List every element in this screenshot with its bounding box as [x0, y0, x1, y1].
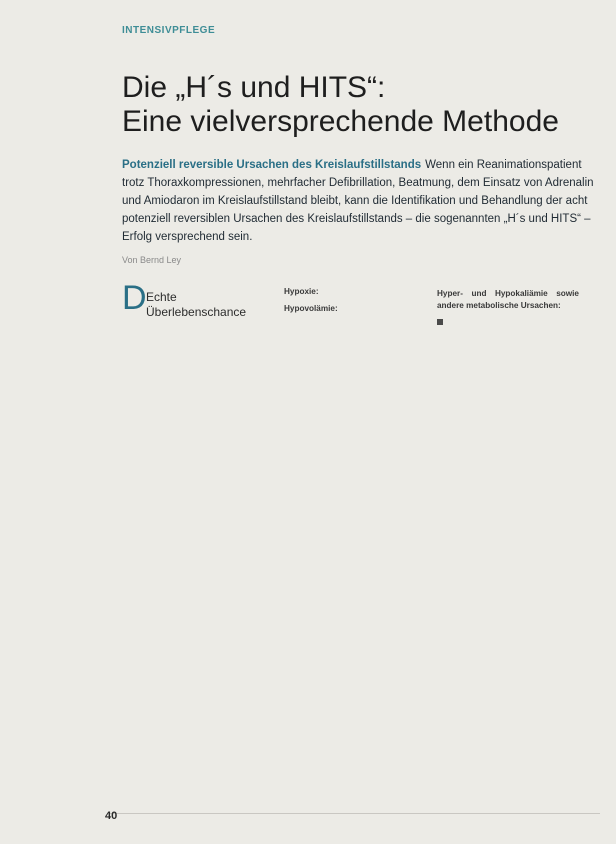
title-line-1: Die „H´s und HITS“:: [122, 71, 386, 104]
title-line-2: Eine vielversprechende Methode: [122, 105, 559, 138]
subheading-echte-ueberlebenschance: Echte Überlebenschance: [146, 290, 247, 319]
col2-paragraph-hypoxie: [284, 285, 426, 299]
section-label: INTENSIVPFLEGE: [122, 25, 216, 36]
byline: Von Bernd Ley: [122, 255, 182, 265]
col2-paragraph-hypovolaemie: [284, 302, 426, 316]
lead-text: Wenn ein Reanimationspatient trotz Thoraxkompressionen, mehrfacher Defibrillation, Beatmung, dem Einsatz von Adrenalin und Amiodaron im Kreislaufstillstand bleibt, kann die Identifikation und Behandlung der acht potenziell reversiblen Ursachen des Kreislaufstillstands – die sogenannten „H´s und HITS“ – Erfolg versprechend sein.: [122, 159, 594, 243]
column-2: [284, 282, 426, 318]
hypovolaemie-label: Hypovolämie:: [284, 303, 338, 313]
column-1: [122, 279, 264, 327]
lead-paragraph: [122, 156, 598, 246]
footer-rule: [110, 813, 600, 814]
subheading-hyper-hypokaliaemie: Hyper- und Hypokaliämie sowie andere metabolische Ursachen:: [437, 289, 579, 310]
page-number: 40: [105, 810, 118, 822]
column-3: [437, 282, 579, 315]
lead-strong: Potenziell reversible Ursachen des Kreislaufstillstands: [122, 159, 422, 171]
hypoxie-label: Hypoxie:: [284, 287, 319, 296]
drop-cap: D: [122, 279, 147, 317]
page-title: [122, 71, 592, 139]
